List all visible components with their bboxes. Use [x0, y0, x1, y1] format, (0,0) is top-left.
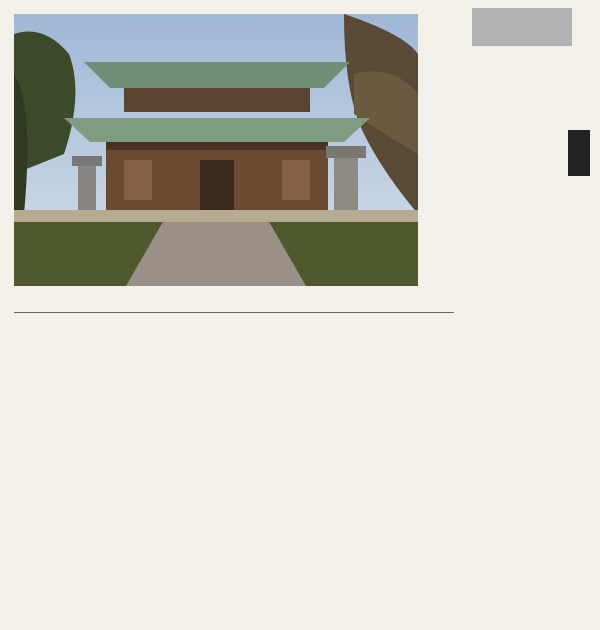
masthead — [568, 130, 594, 460]
edition-badge — [568, 130, 590, 176]
temple-photo — [14, 14, 418, 286]
column-divider — [14, 312, 454, 313]
kicker-label — [472, 8, 572, 46]
temple-illustration — [14, 14, 418, 286]
photo-caption — [14, 288, 418, 304]
